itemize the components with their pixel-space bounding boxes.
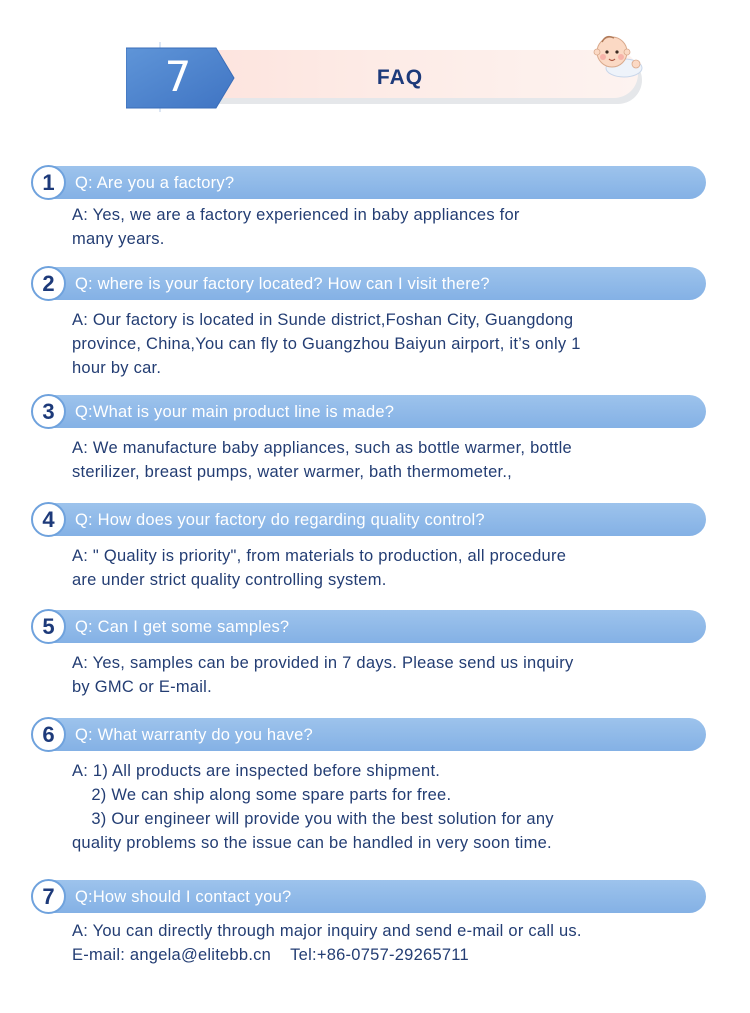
answer-line: by GMC or E-mail.: [72, 678, 212, 696]
page-title: FAQ: [376, 66, 424, 89]
answer-line: A: Our factory is located in Sunde district,Foshan City, Guangdong: [72, 311, 574, 329]
answer-line: A: Yes, we are a factory experienced in baby appliances for: [72, 206, 520, 224]
question-number-badge: 4: [31, 502, 66, 537]
answer-text: [72, 436, 712, 484]
answer-line: A: Yes, samples can be provided in 7 days. Please send us inquiry: [72, 654, 574, 672]
answer-line: A: " Quality is priority", from materials to production, all procedure: [72, 547, 567, 565]
question-text: Q: where is your factory located? How can I visit there?: [75, 275, 490, 293]
answer-line: sterilizer, breast pumps, water warmer, bath thermometer.,: [72, 463, 512, 481]
answer-line: province, China,You can fly to Guangzhou Baiyun airport, it’s only 1: [72, 335, 581, 353]
question-number-badge: 6: [31, 717, 66, 752]
question-number-badge: 7: [31, 879, 66, 914]
answer-text: [72, 308, 712, 380]
section-number: 7: [164, 52, 192, 101]
answer-text: [72, 203, 712, 251]
answer-text: [72, 919, 712, 967]
question-text: Q: What warranty do you have?: [75, 726, 313, 744]
question-number-badge: 3: [31, 394, 66, 429]
question-text: Q:How should I contact you?: [75, 888, 292, 906]
answer-line: A: We manufacture baby appliances, such as bottle warmer, bottle: [72, 439, 572, 457]
answer-text: [72, 759, 712, 855]
question-text: Q: Can I get some samples?: [75, 618, 290, 636]
answer-line: A: You can directly through major inquiry and send e-mail or call us.: [72, 922, 582, 940]
faq-header: [0, 0, 750, 140]
question-text: Q: How does your factory do regarding quality control?: [75, 511, 485, 529]
answer-line: quality problems so the issue can be handled in very soon time.: [72, 834, 552, 852]
question-number-badge: 2: [31, 266, 66, 301]
question-text: Q: Are you a factory?: [75, 174, 235, 192]
answer-line: many years.: [72, 230, 165, 248]
answer-text: [72, 544, 712, 592]
answer-line: 3) Our engineer will provide you with the best solution for any: [72, 810, 554, 828]
answer-line: are under strict quality controlling system.: [72, 571, 387, 589]
question-text: Q:What is your main product line is made?: [75, 403, 395, 421]
answer-line: A: 1) All products are inspected before shipment.: [72, 762, 441, 780]
question-number-badge: 5: [31, 609, 66, 644]
answer-line: hour by car.: [72, 359, 162, 377]
answer-line: E-mail: angela@elitebb.cn Tel:+86-0757-29265711: [72, 946, 469, 964]
question-number-badge: 1: [31, 165, 66, 200]
answer-text: [72, 651, 712, 699]
baby-icon: [588, 30, 646, 80]
answer-line: 2) We can ship along some spare parts for free.: [72, 786, 452, 804]
